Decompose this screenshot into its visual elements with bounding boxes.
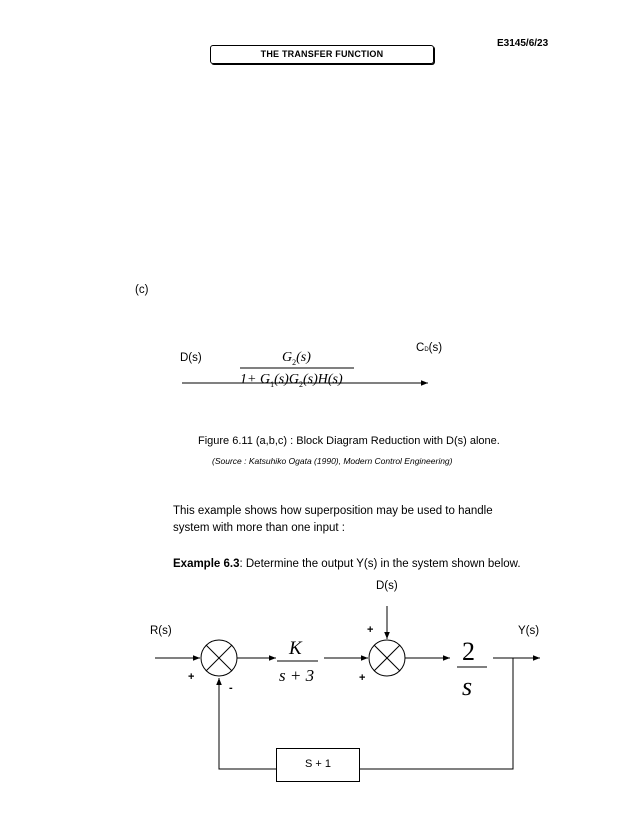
block1-numerator: K [289, 638, 302, 659]
figure-caption: Figure 6.11 (a,b,c) : Block Diagram Reduction with D(s) alone. [198, 435, 500, 447]
output-y-label: Y(s) [518, 625, 540, 637]
example-text: : Determine the output Y(s) in the system shown below. [239, 558, 521, 570]
num-sub: 2 [292, 357, 297, 367]
den-mid: (s)G [274, 372, 299, 387]
den-sub1: 1 [270, 379, 275, 389]
den-start: 1+ G [240, 372, 271, 387]
block2-denominator: s [462, 672, 473, 701]
feedback-label: S + 1 [305, 758, 331, 770]
input-r-label: R(s) [150, 625, 172, 637]
sum1-plus-sign: + [188, 671, 195, 683]
disturbance-label: D(s) [376, 580, 398, 592]
block1-denominator: s + 3 [279, 666, 315, 685]
den-sub2: 2 [298, 379, 303, 389]
page-number: E3145/6/23 [497, 38, 549, 49]
chapter-title: THE TRANSFER FUNCTION [260, 49, 384, 59]
feedback-path-left [219, 678, 276, 769]
num-g: G [282, 350, 293, 365]
num-tail: (s) [296, 350, 311, 365]
input-d-label: D(s) [180, 352, 202, 364]
part-c-label: (c) [135, 284, 149, 296]
paragraph-line-1: This example shows how superposition may be used to handle [173, 505, 493, 517]
feedback-path-right [360, 658, 513, 769]
example-heading: Example 6.3 [173, 558, 240, 570]
den-tail: (s)H(s) [302, 372, 343, 387]
output-cd-sub: D [424, 347, 429, 353]
sum2-plus-top-sign: + [367, 624, 374, 636]
output-cd-main: C [416, 342, 425, 354]
sum2-plus-left-sign: + [359, 672, 366, 684]
block2-numerator: 2 [462, 637, 475, 666]
sum1-minus-sign: - [229, 682, 233, 694]
figure-source: (Source : Katsuhiko Ogata (1990), Modern Control Engineering) [212, 456, 453, 466]
output-cd-tail: (s) [428, 342, 443, 354]
paragraph-line-2: system with more than one input : [173, 522, 345, 534]
